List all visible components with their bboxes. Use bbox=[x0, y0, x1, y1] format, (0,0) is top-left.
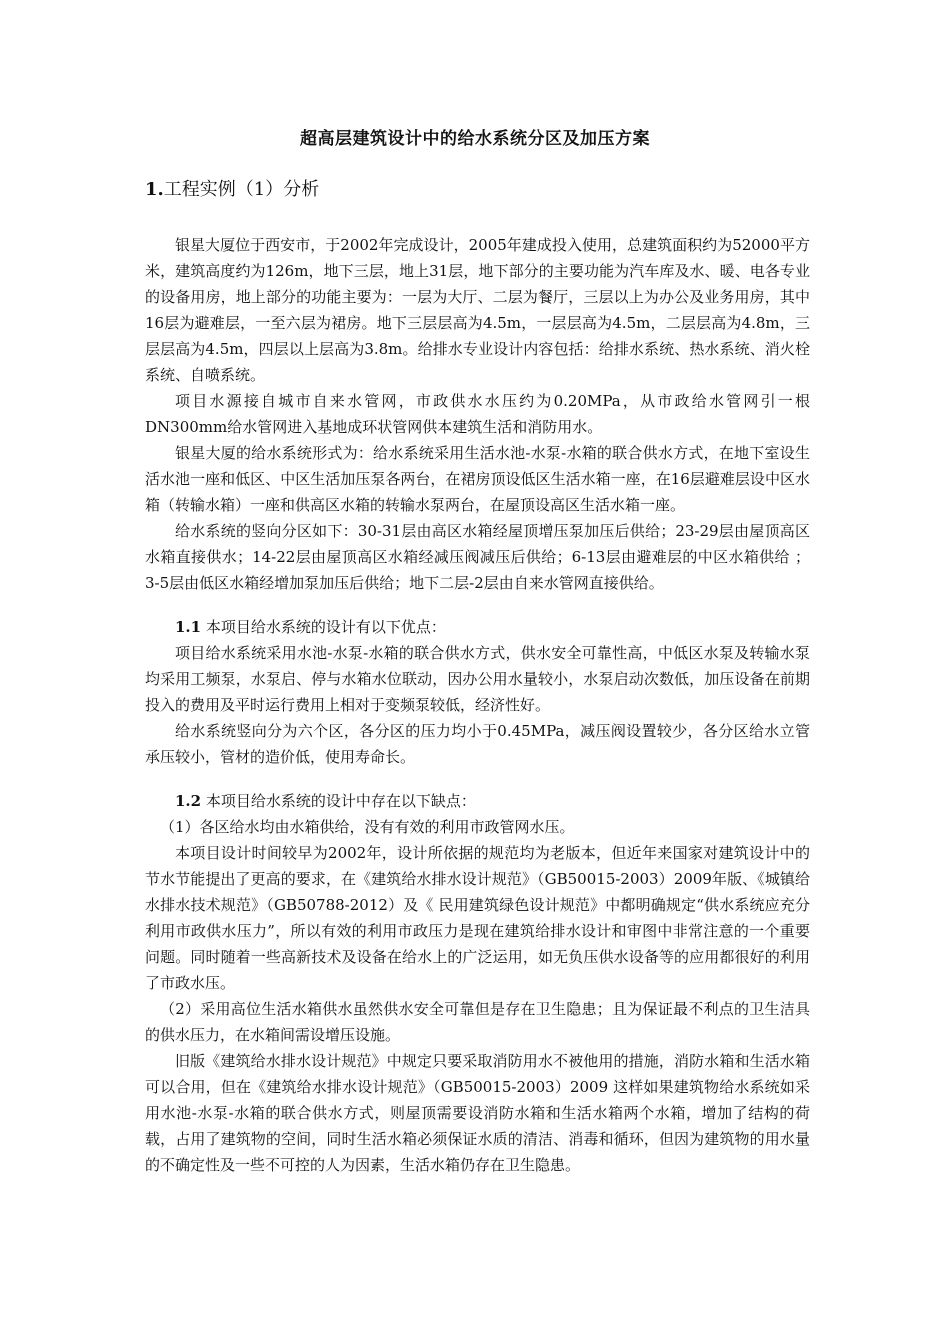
point-1: （1）各区给水均由水箱供给，没有有效的利用市政管网水压。 bbox=[160, 818, 575, 836]
section-1-2-number: 1.2 bbox=[175, 792, 202, 810]
section-1-title: 工程实例（1）分析 bbox=[163, 179, 320, 200]
paragraph-point-2-detail: 旧版《建筑给水排水设计规范》中规定只要采取消防用水不被他用的措施，消防水箱和生活水箱可以合用，但在《建筑给水排水设计规范》（GB50015-2003）2009 这样如果建筑物给水系统如采用水池-水泵-水箱的联合供水方式，则屋顶需要设消防水箱和生活水箱两个水箱，增加了结构的荷载，占用了建筑物的空间，同时生活水箱必须保证水质的清洁、消毒和循环，但因为建筑物的用水量的不确定性及一些不可控的人为因素，生活水箱仍存在卫生隐患。 bbox=[145, 1052, 810, 1174]
section-1-heading bbox=[145, 175, 319, 201]
spacer bbox=[145, 770, 810, 788]
spacer bbox=[145, 596, 810, 614]
section-1-1-heading bbox=[145, 614, 810, 640]
section-1-1-number: 1.1 bbox=[175, 618, 202, 636]
document-title: 超高层建筑设计中的给水系统分区及加压方案 bbox=[300, 129, 650, 149]
section-1-1-title: 本项目给水系统的设计有以下优点： bbox=[201, 618, 446, 636]
section-1-2-title: 本项目给水系统的设计中存在以下缺点： bbox=[201, 792, 476, 810]
paragraph-water-source: 项目水源接自城市自来水管网，市政供水水压约为0.20MPa，从市政给水管网引一根DN300mm给水管网进入基地成环状管网供本建筑生活和消防用水。 bbox=[145, 392, 810, 436]
paragraph-advantage-1: 项目给水系统采用水池-水泵-水箱的联合供水方式，供水安全可靠性高，中低区水泵及转输水泵均采用工频泵，水泵启、停与水箱水位联动，因办公用水量较小，水泵启动次数低，加压设备在前期投入的费用及平时运行费用上相对于变频泵较低，经济性好。 bbox=[145, 644, 810, 714]
section-1-number: 1. bbox=[145, 179, 164, 200]
section-1-2-heading bbox=[145, 788, 810, 814]
paragraph-advantage-2: 给水系统竖向分为六个区，各分区的压力均小于0.45MPa，减压阀设置较少，各分区给水立管承压较小，管材的造价低，使用寿命长。 bbox=[145, 722, 810, 766]
point-2: （2）采用高位生活水箱供水虽然供水安全可靠但是存在卫生隐患；且为保证最不利点的卫生洁具的供水压力，在水箱间需设增压设施。 bbox=[145, 1000, 810, 1044]
paragraph-vertical-zoning: 给水系统的竖向分区如下：30-31层由高区水箱经屋顶增压泵加压后供给；23-29层由屋顶高区水箱直接供水；14-22层由屋顶高区水箱经减压阀减压后供给；6-13层由避难层的中区水箱供给 ；3-5层由低区水箱经增加泵加压后供给；地下二层-2层由自来水管网直接供给。 bbox=[145, 522, 810, 592]
paragraph-building-overview: 银星大厦位于西安市，于2002年完成设计，2005年建成投入使用，总建筑面积约为52000平方米，建筑高度约为126m，地下三层，地上31层，地下部分的主要功能为汽车库及水、暖、电各专业的设备用房，地上部分的功能主要为：一层为大厅、二层为餐厅，三层以上为办公及业务用房，其中16层为避难层，一至六层为裙房。地下三层层高为4.5m，一层层高为4.5m，二层层高为4.8m，三层层高为4.5m，四层以上层高为3.8m。给排水专业设计内容包括：给排水系统、热水系统、消火栓系统、自喷系统。 bbox=[145, 236, 810, 384]
paragraph-point-1-detail: 本项目设计时间较早为2002年，设计所依据的规范均为老版本，但近年来国家对建筑设计中的节水节能提出了更高的要求，在《建筑给水排水设计规范》（GB50015-2003）2009年版、《城镇给水排水技术规范》（GB50788-2012）及《 民用建筑绿色设计规范》中都明确规定“供水系统应充分利用市政供水压力”，所以有效的利用市政压力是现在建筑给排水设计和审图中非常注意的一个重要问题。同时随着一些高新技术及设备在给水上的广泛运用，如无负压供水设备等的应用都很好的利用了市政水压。 bbox=[145, 844, 810, 992]
paragraph-system-form: 银星大厦的给水系统形式为：给水系统采用生活水池-水泵-水箱的联合供水方式，在地下室设生活水池一座和低区、中区生活加压泵各两台，在裙房顶设低区生活水箱一座，在16层避难层设中区水箱（转输水箱）一座和供高区水箱的转输水泵两台，在屋顶设高区生活水箱一座。 bbox=[145, 444, 810, 514]
document-body bbox=[145, 232, 810, 1178]
